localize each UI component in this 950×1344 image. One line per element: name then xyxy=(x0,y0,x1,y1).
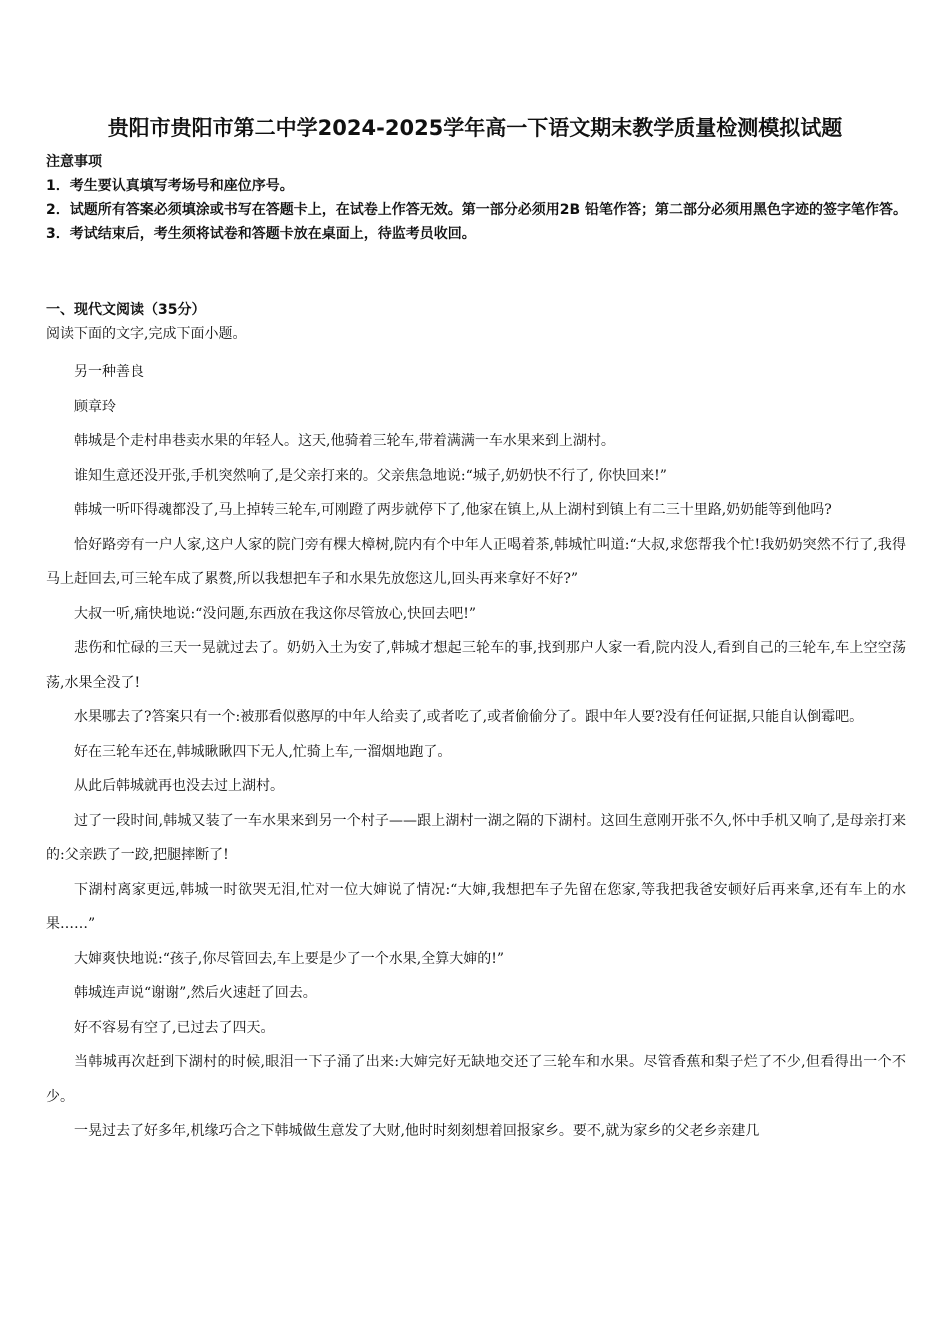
notice-item: 3．考试结束后，考生须将试卷和答题卡放在桌面上，待监考员收回。 xyxy=(46,226,476,242)
passage-paragraph: 从此后韩城就再也没去过上湖村。 xyxy=(74,778,284,794)
passage-paragraph: 恰好路旁有一户人家,这户人家的院门旁有棵大樟树,院内有个中年人正喝着茶,韩城忙叫道:“大叔,求您帮我个忙!我奶奶突然不行了,我得马上赶回去,可三轮车成了累赘,所以我想把车子和水果先放您这儿,回头再来拿好不好?” xyxy=(46,536,906,587)
notice-block xyxy=(46,150,908,246)
passage-paragraph: 当韩城再次赶到下湖村的时候,眼泪一下子涌了出来:大婶完好无缺地交还了三轮车和水果。尽管香蕉和梨子烂了不少,但看得出一个不少。 xyxy=(46,1054,906,1105)
passage-paragraph: 大叔一听,痛快地说:“没问题,东西放在我这你尽管放心,快回去吧!” xyxy=(74,605,477,622)
section-instruction: 阅读下面的文字,完成下面小题。 xyxy=(46,326,247,342)
passage-paragraph: 好在三轮车还在,韩城瞅瞅四下无人,忙骑上车,一溜烟地跑了。 xyxy=(74,743,452,760)
section-heading: 一、现代文阅读（35分） xyxy=(46,302,206,318)
passage-paragraph: 一晃过去了好多年,机缘巧合之下韩城做生意发了大财,他时时刻刻想着回报家乡。要不,就为家乡的父老乡亲建几 xyxy=(74,1123,760,1139)
notice-item: 2．试题所有答案必须填涂或书写在答题卡上，在试卷上作答无效。第一部分必须用2B 铅笔作答；第二部分必须用黑色字迹的签字笔作答。 xyxy=(46,202,908,218)
exam-title: 贵阳市贵阳市第二中学2024-2025学年高一下语文期末教学质量检测模拟试题 xyxy=(107,116,843,140)
notice-heading: 注意事项 xyxy=(46,154,102,170)
passage-title: 另一种善良 xyxy=(74,364,144,380)
passage-paragraph: 韩城连声说“谢谢”,然后火速赶了回去。 xyxy=(74,985,317,1001)
reading-passage xyxy=(46,355,906,1149)
passage-paragraph: 大婶爽快地说:“孩子,你尽管回去,车上要是少了一个水果,全算大婶的!” xyxy=(74,950,505,967)
passage-paragraph: 过了一段时间,韩城又装了一车水果来到另一个村子——跟上湖村一湖之隔的下湖村。这回生意刚开张不久,怀中手机又响了,是母亲打来的:父亲跌了一跤,把腿摔断了! xyxy=(46,812,906,863)
passage-paragraph: 下湖村离家更远,韩城一时欲哭无泪,忙对一位大婶说了情况:“大婶,我想把车子先留在您家,等我把我爸安顿好后再来拿,还有车上的水果……” xyxy=(46,881,906,932)
passage-paragraph: 谁知生意还没开张,手机突然响了,是父亲打来的。父亲焦急地说:“城子,奶奶快不行了, 你快回来!” xyxy=(74,467,667,484)
passage-paragraph: 韩城一听吓得魂都没了,马上掉转三轮车,可刚蹬了两步就停下了,他家在镇上,从上湖村到镇上有二三十里路,奶奶能等到他吗? xyxy=(74,502,832,518)
passage-paragraph: 水果哪去了?答案只有一个:被那看似憨厚的中年人给卖了,或者吃了,或者偷偷分了。跟中年人要?没有任何证据,只能自认倒霉吧。 xyxy=(74,709,864,725)
notice-item: 1．考生要认真填写考场号和座位序号。 xyxy=(46,178,294,194)
passage-paragraph: 韩城是个走村串巷卖水果的年轻人。这天,他骑着三轮车,带着满满一车水果来到上湖村。 xyxy=(74,433,615,449)
passage-paragraph: 好不容易有空了,已过去了四天。 xyxy=(74,1019,275,1036)
passage-paragraph: 悲伤和忙碌的三天一晃就过去了。奶奶入土为安了,韩城才想起三轮车的事,找到那户人家一看,院内没人,看到自己的三轮车,车上空空荡荡,水果全没了! xyxy=(46,640,906,691)
passage-author: 顾章玲 xyxy=(74,398,116,415)
